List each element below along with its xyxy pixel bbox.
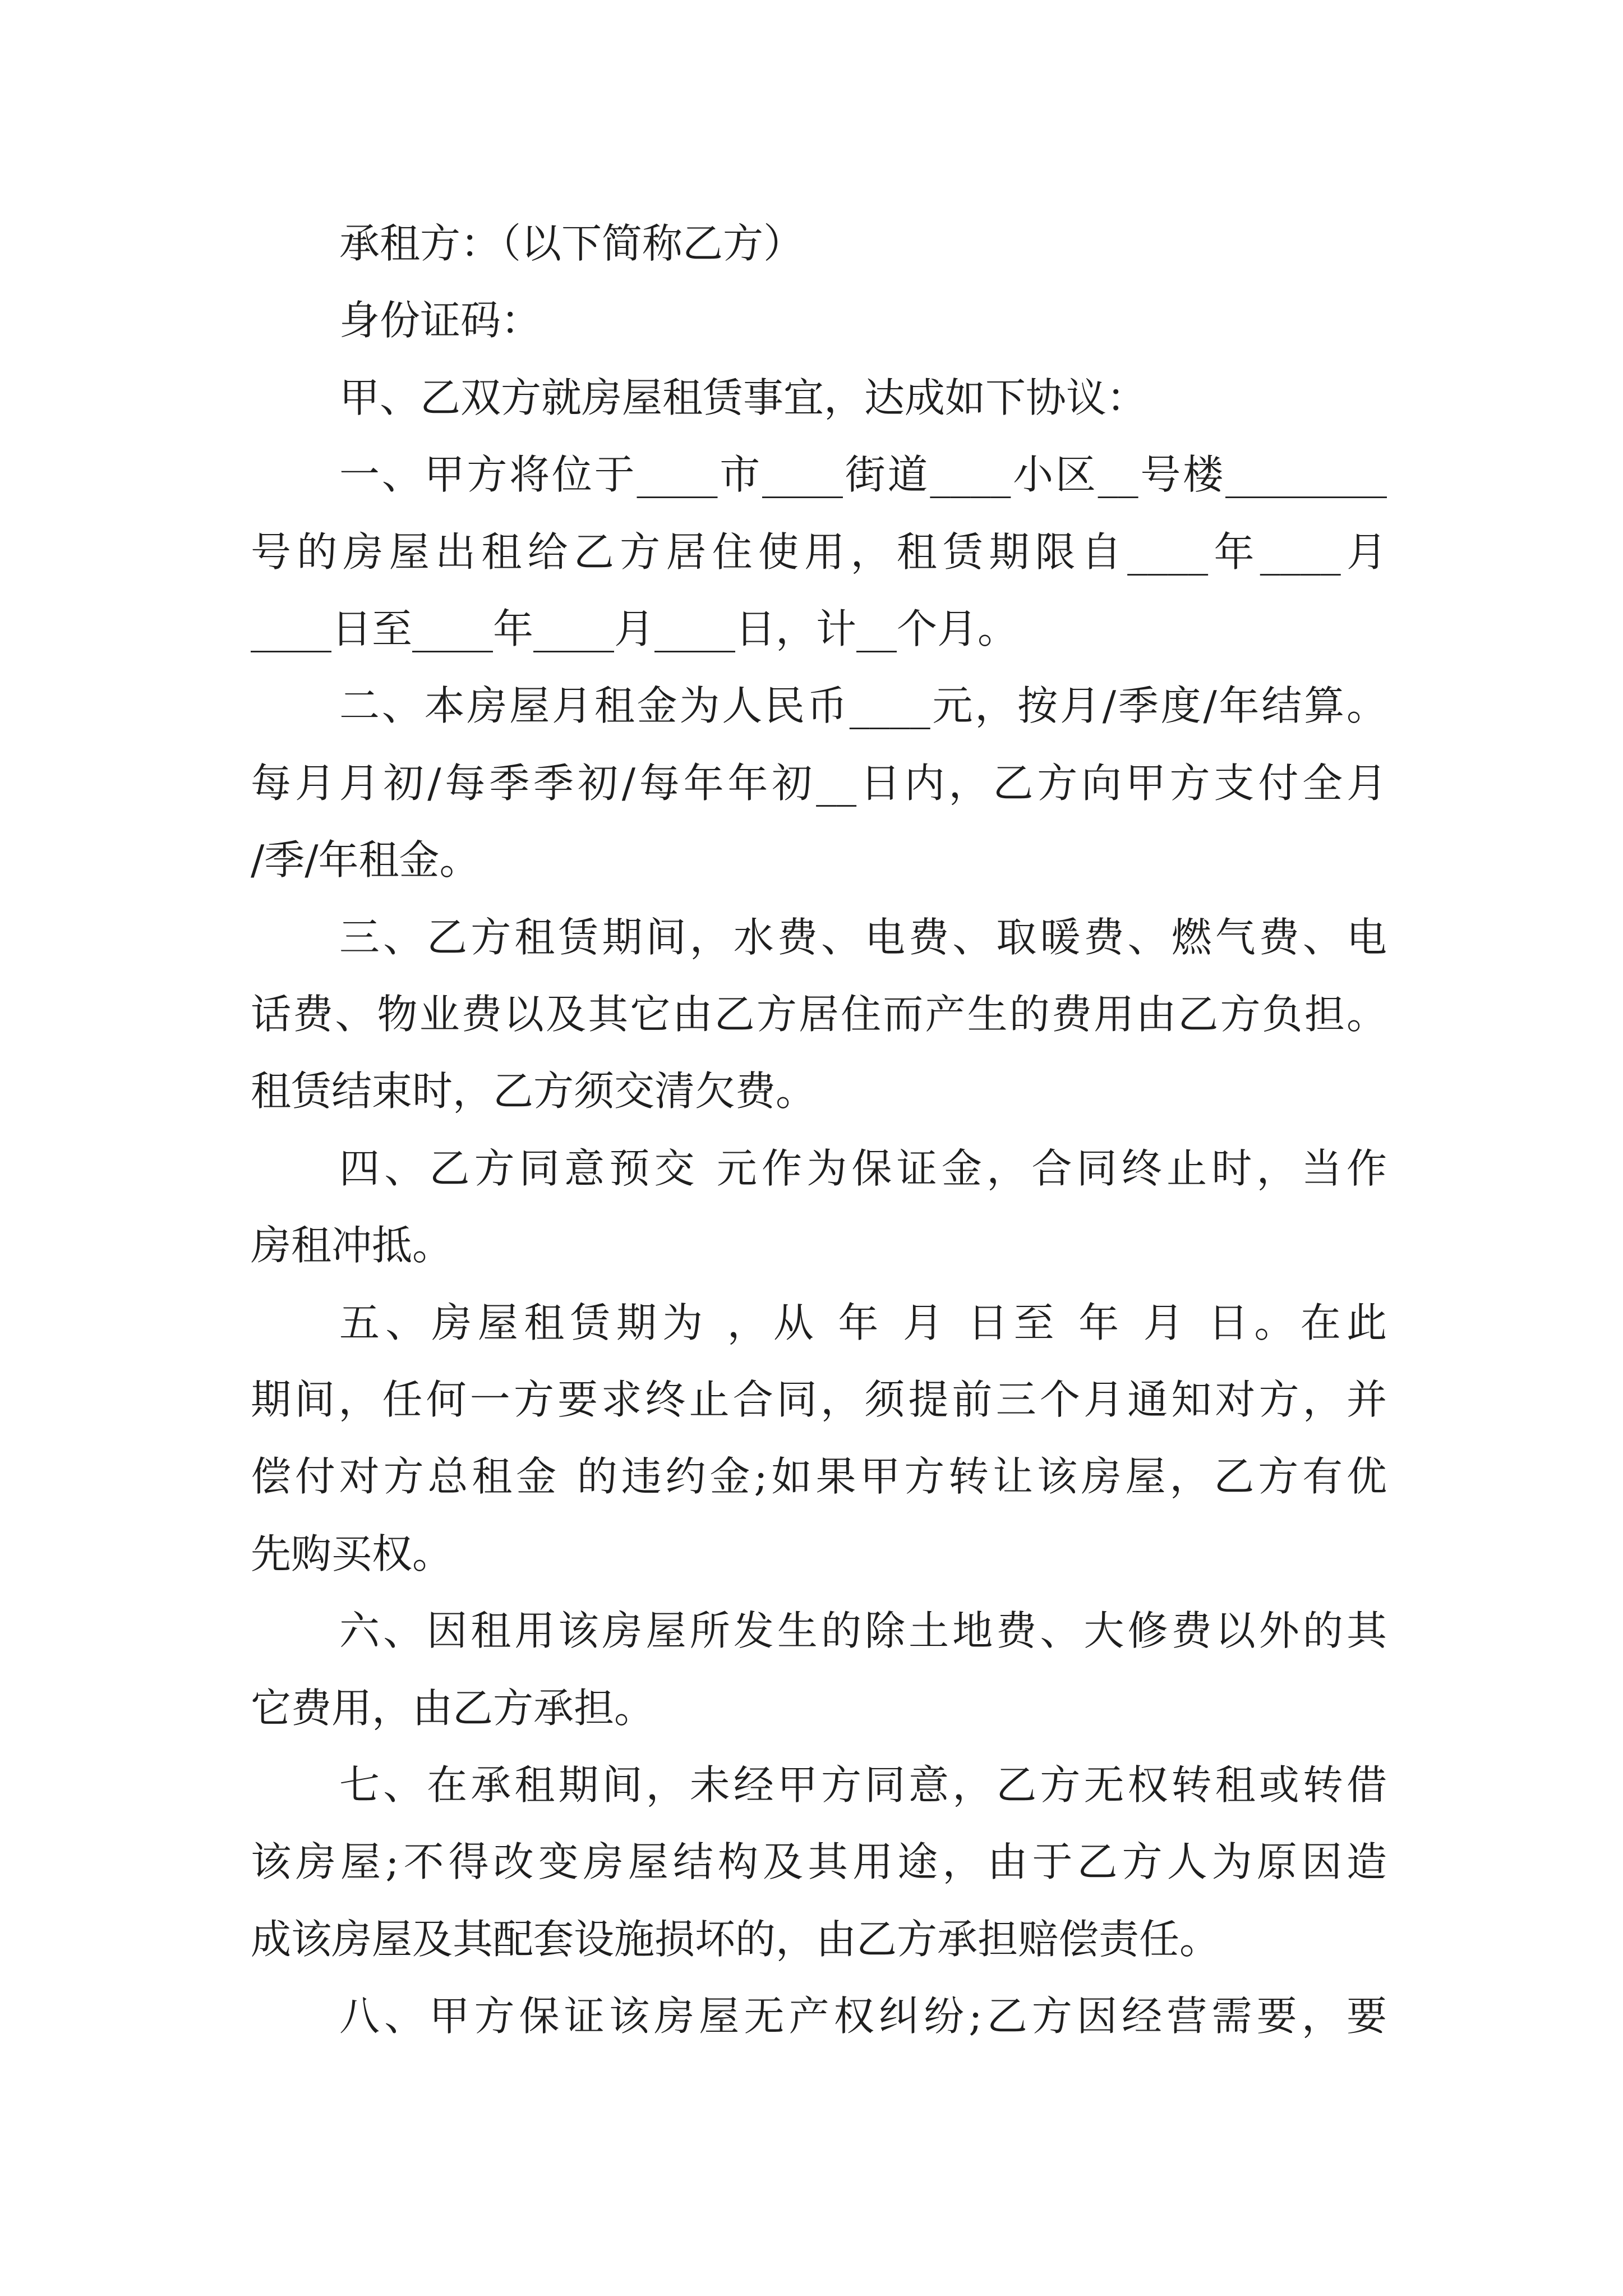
contract-line: 四、乙方同意预交 元作为保证金，合同终止时，当作 — [339, 1145, 1387, 1192]
contract-line: 话费、物业费以及其它由乙方居住而产生的费用由乙方负担。 — [251, 991, 1387, 1038]
contract-line: 每月月初/每季季初/每年年初__日内，乙方向甲方支付全月 — [251, 760, 1387, 807]
contract-line: 房租冲抵。 — [251, 1222, 453, 1269]
contract-line: 七、在承租期间，未经甲方同意，乙方无权转租或转借 — [339, 1761, 1387, 1809]
contract-line: 身份证码： — [339, 297, 542, 344]
contract-line: 该房屋;不得改变房屋结构及其用途，由于乙方人为原因造 — [251, 1838, 1387, 1885]
contract-line: 三、乙方租赁期间，水费、电费、取暖费、燃气费、电 — [339, 914, 1387, 961]
contract-line: 先购买权。 — [251, 1530, 453, 1577]
contract-line: 期间，任何一方要求终止合同，须提前三个月通知对方，并 — [251, 1376, 1387, 1423]
contract-line: 一、甲方将位于____市____街道____小区__号楼________ — [339, 451, 1387, 498]
contract-line: 八、甲方保证该房屋无产权纠纷;乙方因经营需要，要 — [339, 1993, 1387, 2040]
contract-line: 号的房屋出租给乙方居住使用，租赁期限自____年____月 — [251, 528, 1387, 576]
contract-line: 五、房屋租赁期为 ，从 年 月 日至 年 月 日。在此 — [339, 1299, 1387, 1346]
contract-line: /季/年租金。 — [251, 836, 480, 884]
contract-line: 成该房屋及其配套设施损坏的，由乙方承担赔偿责任。 — [251, 1916, 1220, 1963]
contract-line: ____日至____年____月____日，计__个月。 — [251, 605, 1018, 652]
contract-line: 承租方：（以下简称乙方） — [339, 220, 804, 267]
contract-line: 它费用，由乙方承担。 — [251, 1685, 655, 1732]
contract-line: 六、因租用该房屋所发生的除土地费、大修费以外的其 — [339, 1607, 1387, 1654]
contract-line: 甲、乙双方就房屋租赁事宜，达成如下协议： — [339, 374, 1147, 421]
contract-line: 偿付对方总租金 的违约金;如果甲方转让该房屋，乙方有优 — [251, 1453, 1387, 1500]
contract-line: 租赁结束时，乙方须交清欠费。 — [251, 1068, 817, 1115]
contract-line: 二、本房屋月租金为人民币____元，按月/季度/年结算。 — [339, 682, 1387, 729]
